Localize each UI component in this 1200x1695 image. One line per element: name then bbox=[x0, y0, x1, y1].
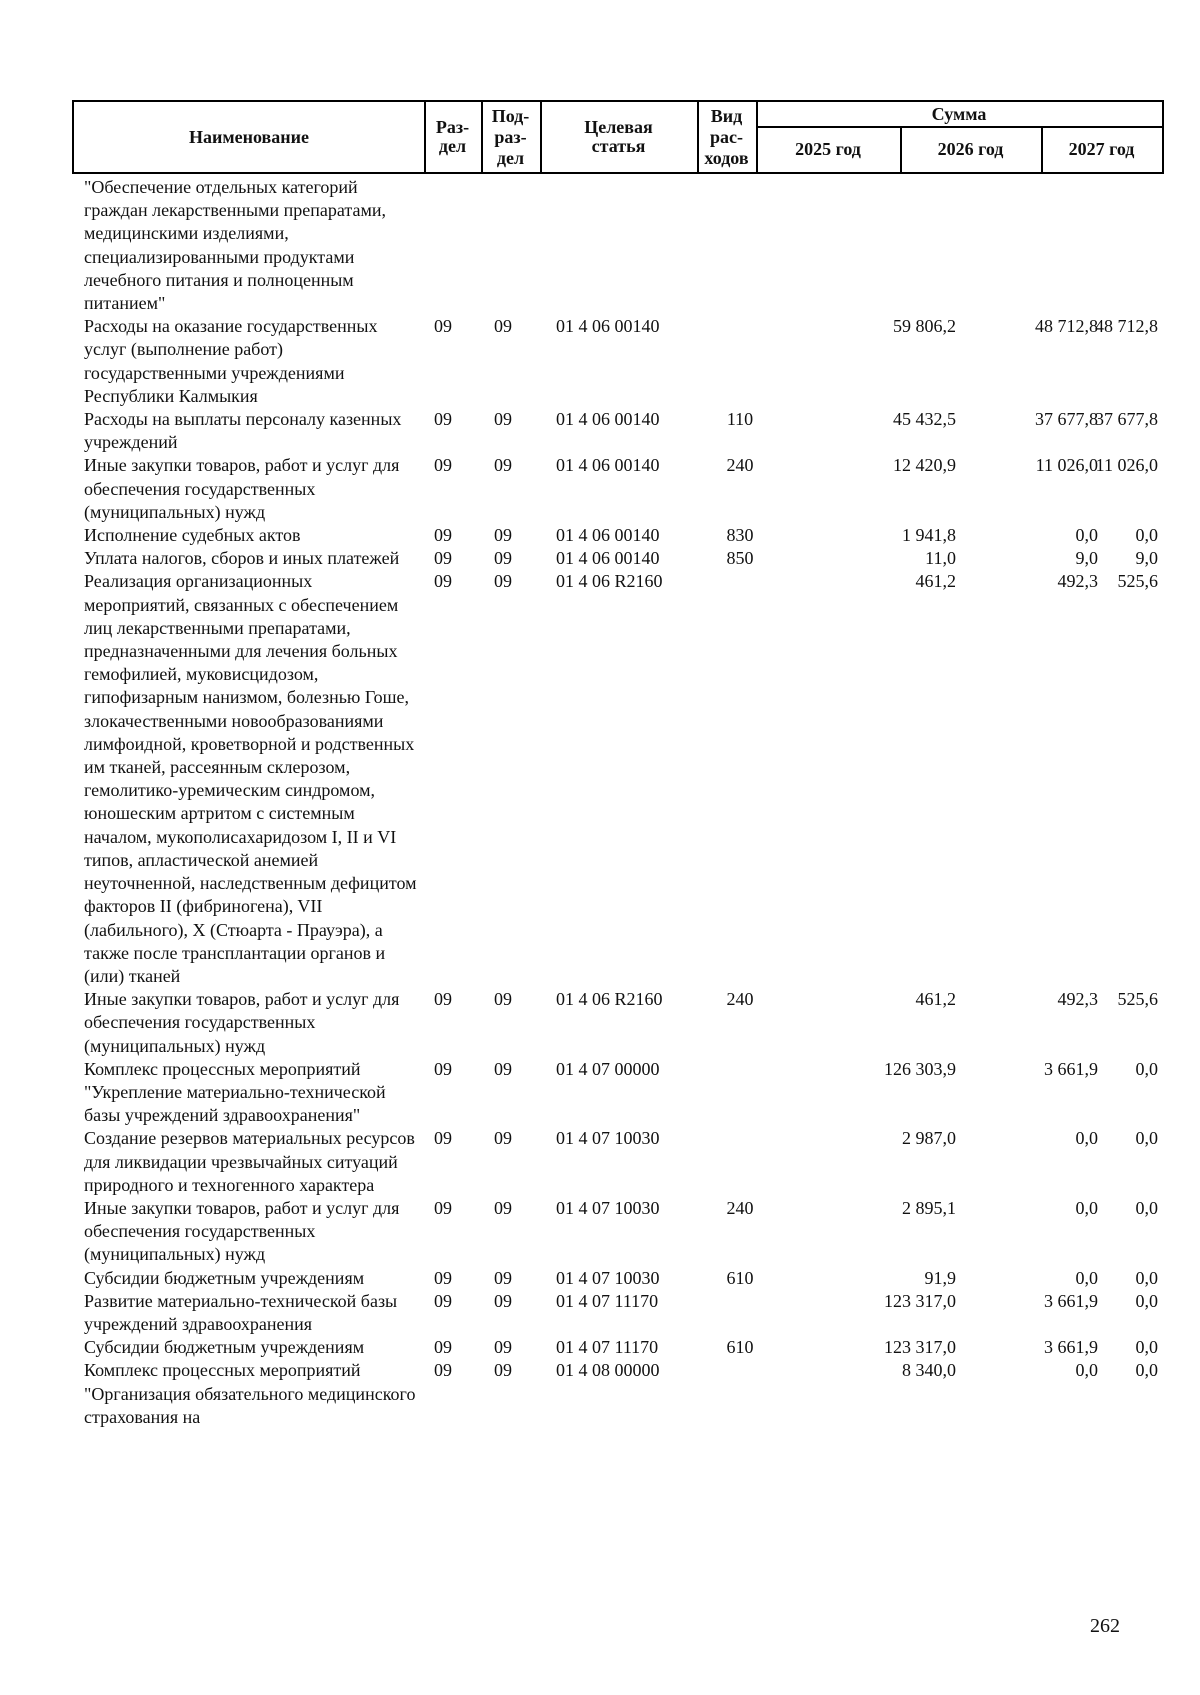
row-name: Реализация организационных мероприятий, связанных с обеспечением лиц лекарственными препаратами, предназначенными для лечения больных гемофилией, муковисцидозом, гипофизарным нанизмом, болезнью Гоше, злокачественными новообразованиями лимфоидной, кроветворной и родственных им тканей, рассеянным склерозом, гемолитико-уремическим синдромом, юношеским артритом с системным началом, мукополисахаридозом I, II и VI типов, апластической анемией неуточненной, наследственным дефицитом факторов II (фибриногена), VII (лабильного), X (Стюарта - Прауэра), а также после трансплантации органов и (или) тканей bbox=[84, 571, 417, 986]
row-razdel: 09 bbox=[434, 1337, 452, 1358]
row-razdel: 09 bbox=[434, 316, 452, 337]
header-year-2026: 2026 год bbox=[937, 139, 1004, 159]
row-sum-2027: 48 712,8 bbox=[1095, 316, 1158, 337]
table-row bbox=[72, 1127, 1164, 1197]
row-sum-2025: 123 317,0 bbox=[884, 1337, 956, 1358]
row-sum-2025: 461,2 bbox=[915, 989, 956, 1010]
row-sum-2025: 8 340,0 bbox=[902, 1360, 956, 1381]
row-razdel: 09 bbox=[434, 1267, 452, 1288]
row-razdel: 09 bbox=[434, 548, 452, 569]
row-celevaya-statya: 01 4 07 10030 bbox=[556, 1128, 660, 1149]
header-year-2027: 2027 год bbox=[1068, 139, 1135, 159]
row-celevaya-statya: 01 4 07 10030 bbox=[556, 1267, 660, 1288]
row-sum-2026: 11 026,0 bbox=[1035, 455, 1098, 476]
row-razdel: 09 bbox=[434, 1128, 452, 1149]
row-celevaya-statya: 01 4 06 00140 bbox=[556, 548, 660, 569]
row-sum-2027: 0,0 bbox=[1135, 1267, 1158, 1288]
row-razdel: 09 bbox=[434, 455, 452, 476]
row-sum-2027: 11 026,0 bbox=[1095, 455, 1158, 476]
table-row bbox=[72, 454, 1164, 524]
row-razdel: 09 bbox=[434, 525, 452, 546]
row-sum-2026: 37 677,8 bbox=[1035, 409, 1098, 430]
row-sum-2025: 12 420,9 bbox=[893, 455, 956, 476]
row-sum-2027: 525,6 bbox=[1117, 571, 1158, 592]
table-row bbox=[72, 570, 1164, 988]
row-name: Комплекс процессных мероприятий "Укрепление материально-технической базы учреждений здравоохранения" bbox=[84, 1058, 386, 1126]
row-podrazdel: 09 bbox=[494, 455, 512, 476]
page-number: 262 bbox=[1090, 1615, 1120, 1637]
table-body bbox=[72, 176, 1164, 1429]
row-sum-2025: 45 432,5 bbox=[893, 409, 956, 430]
row-podrazdel: 09 bbox=[494, 1058, 512, 1079]
row-celevaya-statya: 01 4 06 00140 bbox=[556, 525, 660, 546]
row-sum-2026: 3 661,9 bbox=[1044, 1290, 1098, 1311]
row-sum-2026: 0,0 bbox=[1075, 1197, 1098, 1218]
row-sum-2027: 0,0 bbox=[1135, 1058, 1158, 1079]
table-row bbox=[72, 1058, 1164, 1128]
row-name: Субсидии бюджетным учреждениям bbox=[84, 1267, 365, 1288]
row-razdel: 09 bbox=[434, 571, 452, 592]
row-razdel: 09 bbox=[434, 989, 452, 1010]
table-row bbox=[72, 315, 1164, 408]
table-row bbox=[72, 547, 1164, 570]
row-vid-rashodov: 610 bbox=[726, 1337, 754, 1358]
row-name: "Обеспечение отдельных категорий граждан лекарственными препаратами, медицинскими изделиями, специализированными продуктами лечебного питания и полноценным питанием" bbox=[84, 177, 387, 314]
row-sum-2026: 9,0 bbox=[1075, 548, 1098, 569]
header-year-2025: 2025 год bbox=[795, 139, 861, 159]
row-vid-rashodov: 240 bbox=[726, 989, 754, 1010]
row-celevaya-statya: 01 4 07 00000 bbox=[556, 1058, 660, 1079]
row-sum-2027: 9,0 bbox=[1135, 548, 1158, 569]
table-header bbox=[72, 100, 1164, 174]
row-podrazdel: 09 bbox=[494, 1360, 512, 1381]
row-sum-2025: 1 941,8 bbox=[902, 525, 956, 546]
row-name: Иные закупки товаров, работ и услуг для обеспечения государственных (муниципальных) нужд bbox=[84, 989, 400, 1056]
row-name: Создание резервов материальных ресурсов для ликвидации чрезвычайных ситуаций природного и техногенного характера bbox=[84, 1128, 415, 1195]
table-row bbox=[72, 524, 1164, 547]
row-sum-2025: 461,2 bbox=[915, 571, 956, 592]
row-podrazdel: 09 bbox=[494, 1128, 512, 1149]
row-podrazdel: 09 bbox=[494, 1267, 512, 1288]
row-sum-2026: 0,0 bbox=[1075, 525, 1098, 546]
row-celevaya-statya: 01 4 06 00140 bbox=[556, 409, 660, 430]
table-row bbox=[72, 1336, 1164, 1359]
header-summa: Сумма bbox=[931, 104, 987, 124]
row-sum-2025: 91,9 bbox=[924, 1267, 956, 1288]
row-sum-2025: 126 303,9 bbox=[884, 1058, 956, 1079]
row-sum-2026: 492,3 bbox=[1057, 989, 1098, 1010]
table-row bbox=[72, 1267, 1164, 1290]
row-name: Расходы на выплаты персоналу казенных учреждений bbox=[84, 409, 402, 453]
row-sum-2026: 48 712,8 bbox=[1035, 316, 1098, 337]
row-sum-2026: 0,0 bbox=[1075, 1360, 1098, 1381]
row-podrazdel: 09 bbox=[494, 571, 512, 592]
row-vid-rashodov: 830 bbox=[726, 525, 754, 546]
row-sum-2026: 3 661,9 bbox=[1044, 1058, 1098, 1079]
row-podrazdel: 09 bbox=[494, 1337, 512, 1358]
row-podrazdel: 09 bbox=[494, 548, 512, 569]
row-sum-2027: 0,0 bbox=[1135, 1360, 1158, 1381]
row-sum-2027: 0,0 bbox=[1135, 1290, 1158, 1311]
row-sum-2026: 0,0 bbox=[1075, 1267, 1098, 1288]
header-name: Наименование bbox=[189, 127, 309, 147]
row-celevaya-statya: 01 4 06 00140 bbox=[556, 455, 660, 476]
row-sum-2027: 525,6 bbox=[1117, 989, 1158, 1010]
row-sum-2026: 3 661,9 bbox=[1044, 1337, 1098, 1358]
row-sum-2027: 0,0 bbox=[1135, 525, 1158, 546]
row-podrazdel: 09 bbox=[494, 1197, 512, 1218]
row-sum-2027: 0,0 bbox=[1135, 1128, 1158, 1149]
row-name: Иные закупки товаров, работ и услуг для обеспечения государственных (муниципальных) нужд bbox=[84, 455, 400, 522]
row-vid-rashodov: 110 bbox=[726, 409, 754, 430]
table-row bbox=[72, 988, 1164, 1058]
row-podrazdel: 09 bbox=[494, 989, 512, 1010]
row-celevaya-statya: 01 4 06 00140 bbox=[556, 316, 660, 337]
row-razdel: 09 bbox=[434, 1290, 452, 1311]
row-sum-2025: 11,0 bbox=[925, 548, 956, 569]
row-vid-rashodov: 850 bbox=[726, 548, 754, 569]
row-vid-rashodov: 610 bbox=[726, 1267, 754, 1288]
row-vid-rashodov: 240 bbox=[726, 455, 754, 476]
table-row bbox=[72, 1359, 1164, 1429]
row-name: Комплекс процессных мероприятий "Организация обязательного медицинского страхования на bbox=[84, 1360, 416, 1427]
header-podrazdel: Под- раз- дел bbox=[491, 105, 530, 168]
row-name: Уплата налогов, сборов и иных платежей bbox=[84, 548, 400, 569]
row-name: Субсидии бюджетным учреждениям bbox=[84, 1337, 365, 1358]
row-name: Расходы на оказание государственных услуг (выполнение работ) государственными учреждениями Республики Калмыкия bbox=[84, 316, 378, 406]
row-razdel: 09 bbox=[434, 1360, 452, 1381]
header-razdel: Раз- дел bbox=[435, 117, 470, 156]
row-name: Иные закупки товаров, работ и услуг для обеспечения государственных (муниципальных) нужд bbox=[84, 1197, 400, 1265]
table-row bbox=[72, 1290, 1164, 1336]
row-vid-rashodov: 240 bbox=[726, 1197, 754, 1218]
row-sum-2025: 59 806,2 bbox=[893, 316, 956, 337]
table-row bbox=[72, 1197, 1164, 1267]
row-celevaya-statya: 01 4 08 00000 bbox=[556, 1360, 660, 1381]
row-podrazdel: 09 bbox=[494, 1290, 512, 1311]
row-razdel: 09 bbox=[434, 1058, 452, 1079]
row-sum-2027: 37 677,8 bbox=[1095, 409, 1158, 430]
header-vid-rashodov: Вид рас- ходов bbox=[704, 105, 749, 168]
row-celevaya-statya: 01 4 06 R2160 bbox=[556, 571, 663, 592]
row-name: Развитие материально-технической базы учреждений здравоохранения bbox=[84, 1290, 398, 1334]
row-sum-2027: 0,0 bbox=[1135, 1197, 1158, 1218]
row-sum-2026: 0,0 bbox=[1075, 1128, 1098, 1149]
header-celevaya-statya: Целевая статья bbox=[584, 117, 653, 156]
row-sum-2026: 492,3 bbox=[1057, 571, 1098, 592]
row-celevaya-statya: 01 4 07 10030 bbox=[556, 1197, 660, 1218]
row-razdel: 09 bbox=[434, 409, 452, 430]
row-podrazdel: 09 bbox=[494, 525, 512, 546]
table-row bbox=[72, 408, 1164, 454]
row-sum-2025: 2 987,0 bbox=[902, 1128, 956, 1149]
row-podrazdel: 09 bbox=[494, 409, 512, 430]
table-row bbox=[72, 176, 1164, 315]
row-celevaya-statya: 01 4 06 R2160 bbox=[556, 989, 663, 1010]
row-sum-2025: 2 895,1 bbox=[902, 1197, 956, 1218]
row-razdel: 09 bbox=[434, 1197, 452, 1218]
row-podrazdel: 09 bbox=[494, 316, 512, 337]
row-celevaya-statya: 01 4 07 11170 bbox=[556, 1290, 659, 1311]
row-sum-2025: 123 317,0 bbox=[884, 1290, 956, 1311]
row-sum-2027: 0,0 bbox=[1135, 1337, 1158, 1358]
row-celevaya-statya: 01 4 07 11170 bbox=[556, 1337, 659, 1358]
row-name: Исполнение судебных актов bbox=[84, 525, 301, 546]
